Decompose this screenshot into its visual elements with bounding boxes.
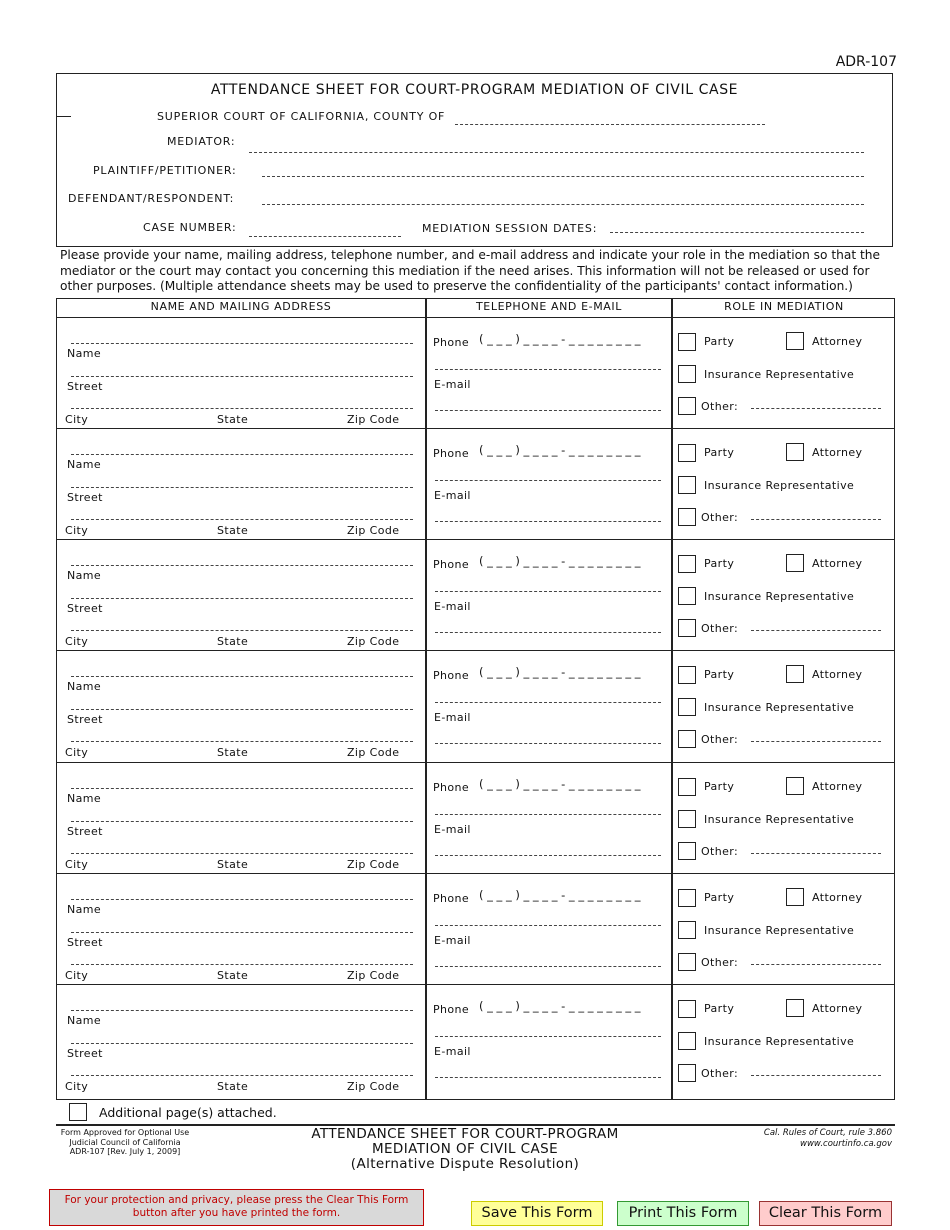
street-field[interactable] bbox=[71, 376, 413, 377]
street-field[interactable] bbox=[71, 1043, 413, 1044]
zip-label: Zip Code bbox=[347, 413, 400, 426]
phone-field[interactable]: ( _ _ _ ) _ _ _ _ - _ _ _ _ _ _ _ _ bbox=[479, 888, 641, 902]
phone-label: Phone bbox=[433, 669, 470, 682]
street-field[interactable] bbox=[71, 598, 413, 599]
other-checkbox[interactable] bbox=[678, 397, 696, 415]
party-label: Party bbox=[704, 446, 735, 459]
insurance-label: Insurance Representative bbox=[704, 590, 855, 603]
street-label: Street bbox=[67, 602, 103, 615]
insurance-checkbox[interactable] bbox=[678, 698, 696, 716]
session-dates-field[interactable] bbox=[610, 232, 864, 233]
email-field-line2[interactable] bbox=[435, 632, 661, 633]
zip-label: Zip Code bbox=[347, 635, 400, 648]
name-label: Name bbox=[67, 792, 102, 805]
attorney-checkbox[interactable] bbox=[786, 999, 804, 1017]
zip-label: Zip Code bbox=[347, 969, 400, 982]
name-label: Name bbox=[67, 569, 102, 582]
approval-line: Form Approved for Optional Use bbox=[60, 1128, 190, 1137]
email-label: E-mail bbox=[434, 1045, 471, 1058]
party-checkbox[interactable] bbox=[678, 444, 696, 462]
name-field[interactable] bbox=[71, 454, 413, 455]
phone-label: Phone bbox=[433, 781, 470, 794]
attorney-checkbox[interactable] bbox=[786, 332, 804, 350]
party-label: Party bbox=[704, 335, 735, 348]
email-label: E-mail bbox=[434, 378, 471, 391]
clear-form-button[interactable]: Clear This Form bbox=[759, 1201, 892, 1226]
attorney-checkbox[interactable] bbox=[786, 777, 804, 795]
email-label: E-mail bbox=[434, 711, 471, 724]
footer-title-line3: (Alternative Dispute Resolution) bbox=[350, 1156, 580, 1172]
street-field[interactable] bbox=[71, 932, 413, 933]
phone-field[interactable]: ( _ _ _ ) _ _ _ _ - _ _ _ _ _ _ _ _ bbox=[479, 999, 641, 1013]
email-field[interactable] bbox=[435, 369, 661, 370]
row-divider bbox=[57, 650, 894, 651]
phone-label: Phone bbox=[433, 1003, 470, 1016]
other-checkbox[interactable] bbox=[678, 619, 696, 637]
zip-label: Zip Code bbox=[347, 1080, 400, 1093]
phone-label: Phone bbox=[433, 558, 470, 571]
other-field[interactable] bbox=[751, 964, 881, 965]
other-checkbox[interactable] bbox=[678, 508, 696, 526]
state-label: State bbox=[217, 969, 249, 982]
mediator-field[interactable] bbox=[249, 152, 864, 153]
email-field-line2[interactable] bbox=[435, 1077, 661, 1078]
other-field[interactable] bbox=[751, 1075, 881, 1076]
city-state-zip-field[interactable] bbox=[71, 1075, 413, 1076]
other-field[interactable] bbox=[751, 630, 881, 631]
other-checkbox[interactable] bbox=[678, 730, 696, 748]
other-label: Other: bbox=[701, 511, 739, 524]
other-label: Other: bbox=[701, 956, 739, 969]
form-id: ADR-107 bbox=[835, 54, 897, 70]
party-checkbox[interactable] bbox=[678, 333, 696, 351]
rules-reference bbox=[764, 1128, 892, 1150]
phone-field[interactable]: ( _ _ _ ) _ _ _ _ - _ _ _ _ _ _ _ _ bbox=[479, 443, 641, 457]
attorney-checkbox[interactable] bbox=[786, 443, 804, 461]
email-field[interactable] bbox=[435, 702, 661, 703]
footer-title bbox=[290, 1127, 640, 1172]
attendee-row bbox=[57, 541, 894, 651]
margin-tick bbox=[57, 116, 71, 117]
additional-pages-label: Additional page(s) attached. bbox=[99, 1105, 277, 1120]
case-number-label: CASE NUMBER: bbox=[143, 221, 237, 234]
state-label: State bbox=[217, 413, 249, 426]
case-header-box bbox=[56, 73, 893, 247]
city-label: City bbox=[65, 635, 89, 648]
street-field[interactable] bbox=[71, 487, 413, 488]
insurance-checkbox[interactable] bbox=[678, 1032, 696, 1050]
name-label: Name bbox=[67, 1014, 102, 1027]
insurance-checkbox[interactable] bbox=[678, 810, 696, 828]
additional-pages-checkbox[interactable] bbox=[69, 1103, 87, 1121]
row-divider bbox=[57, 539, 894, 540]
insurance-label: Insurance Representative bbox=[704, 701, 855, 714]
name-field[interactable] bbox=[71, 343, 413, 344]
city-state-zip-field[interactable] bbox=[71, 519, 413, 520]
party-label: Party bbox=[704, 557, 735, 570]
city-label: City bbox=[65, 969, 89, 982]
attendee-row bbox=[57, 319, 894, 429]
street-label: Street bbox=[67, 1047, 103, 1060]
insurance-label: Insurance Representative bbox=[704, 924, 855, 937]
party-checkbox[interactable] bbox=[678, 778, 696, 796]
insurance-label: Insurance Representative bbox=[704, 813, 855, 826]
insurance-label: Insurance Representative bbox=[704, 479, 855, 492]
name-field[interactable] bbox=[71, 899, 413, 900]
other-label: Other: bbox=[701, 400, 739, 413]
name-field[interactable] bbox=[71, 676, 413, 677]
phone-field[interactable]: ( _ _ _ ) _ _ _ _ - _ _ _ _ _ _ _ _ bbox=[479, 777, 641, 791]
email-field-line2[interactable] bbox=[435, 855, 661, 856]
street-label: Street bbox=[67, 713, 103, 726]
form-approval-note bbox=[58, 1128, 192, 1157]
privacy-notice: For your protection and privacy, please press the Clear This Form button after you have printed the form. bbox=[49, 1189, 424, 1226]
row-divider bbox=[57, 428, 894, 429]
city-state-zip-field[interactable] bbox=[71, 853, 413, 854]
col-header-role: ROLE IN MEDIATION bbox=[724, 300, 844, 313]
street-label: Street bbox=[67, 936, 103, 949]
party-label: Party bbox=[704, 780, 735, 793]
name-label: Name bbox=[67, 347, 102, 360]
street-field[interactable] bbox=[71, 821, 413, 822]
name-field[interactable] bbox=[71, 565, 413, 566]
insurance-checkbox[interactable] bbox=[678, 921, 696, 939]
email-field-line2[interactable] bbox=[435, 966, 661, 967]
city-label: City bbox=[65, 858, 89, 871]
insurance-label: Insurance Representative bbox=[704, 368, 855, 381]
email-field[interactable] bbox=[435, 925, 661, 926]
party-checkbox[interactable] bbox=[678, 1000, 696, 1018]
street-field[interactable] bbox=[71, 709, 413, 710]
attendance-table bbox=[56, 298, 895, 1100]
attorney-label: Attorney bbox=[812, 891, 863, 904]
attorney-label: Attorney bbox=[812, 780, 863, 793]
form-title: ATTENDANCE SHEET FOR COURT-PROGRAM MEDIATION OF CIVIL CASE bbox=[210, 82, 739, 98]
other-label: Other: bbox=[701, 622, 739, 635]
attorney-label: Attorney bbox=[812, 557, 863, 570]
party-label: Party bbox=[704, 891, 735, 904]
street-label: Street bbox=[67, 825, 103, 838]
city-state-zip-field[interactable] bbox=[71, 630, 413, 631]
email-label: E-mail bbox=[434, 823, 471, 836]
other-field[interactable] bbox=[751, 741, 881, 742]
email-field-line2[interactable] bbox=[435, 521, 661, 522]
phone-field[interactable]: ( _ _ _ ) _ _ _ _ - _ _ _ _ _ _ _ _ bbox=[479, 554, 641, 568]
attorney-label: Attorney bbox=[812, 335, 863, 348]
other-checkbox[interactable] bbox=[678, 953, 696, 971]
city-state-zip-field[interactable] bbox=[71, 408, 413, 409]
email-field[interactable] bbox=[435, 480, 661, 481]
other-field[interactable] bbox=[751, 408, 881, 409]
col-header-name: NAME AND MAILING ADDRESS bbox=[150, 300, 332, 313]
city-label: City bbox=[65, 746, 89, 759]
zip-label: Zip Code bbox=[347, 858, 400, 871]
state-label: State bbox=[217, 746, 249, 759]
print-form-button[interactable]: Print This Form bbox=[617, 1201, 749, 1226]
city-label: City bbox=[65, 413, 89, 426]
footer-title-line2: MEDIATION OF CIVIL CASE bbox=[371, 1141, 559, 1157]
phone-field[interactable]: ( _ _ _ ) _ _ _ _ - _ _ _ _ _ _ _ _ bbox=[479, 332, 641, 346]
other-checkbox[interactable] bbox=[678, 842, 696, 860]
city-label: City bbox=[65, 524, 89, 537]
other-label: Other: bbox=[701, 845, 739, 858]
street-label: Street bbox=[67, 491, 103, 504]
street-label: Street bbox=[67, 380, 103, 393]
name-field[interactable] bbox=[71, 788, 413, 789]
defendant-label: DEFENDANT/RESPONDENT: bbox=[68, 192, 235, 205]
footer-title-line1: ATTENDANCE SHEET FOR COURT-PROGRAM bbox=[311, 1126, 619, 1142]
email-label: E-mail bbox=[434, 600, 471, 613]
attorney-label: Attorney bbox=[812, 446, 863, 459]
email-field-line2[interactable] bbox=[435, 410, 661, 411]
case-number-field[interactable] bbox=[249, 236, 401, 237]
email-label: E-mail bbox=[434, 489, 471, 502]
court-website: www.courtinfo.ca.gov bbox=[800, 1139, 892, 1149]
attorney-checkbox[interactable] bbox=[786, 554, 804, 572]
attorney-checkbox[interactable] bbox=[786, 665, 804, 683]
state-label: State bbox=[217, 858, 249, 871]
phone-label: Phone bbox=[433, 447, 470, 460]
row-divider bbox=[57, 762, 894, 763]
col-header-phone: TELEPHONE AND E-MAIL bbox=[475, 300, 622, 313]
other-field[interactable] bbox=[751, 853, 881, 854]
email-label: E-mail bbox=[434, 934, 471, 947]
insurance-label: Insurance Representative bbox=[704, 1035, 855, 1048]
county-field[interactable] bbox=[455, 124, 765, 125]
court-label: SUPERIOR COURT OF CALIFORNIA, COUNTY OF bbox=[157, 110, 446, 123]
other-field[interactable] bbox=[751, 519, 881, 520]
plaintiff-label: PLAINTIFF/PETITIONER: bbox=[93, 164, 237, 177]
insurance-checkbox[interactable] bbox=[678, 365, 696, 383]
intro-text: Please provide your name, mailing address, telephone number, and e-mail address and indicate your role in the mediation so that the mediator or the court may contact you concerning this mediation if the need arises. This information will not be released or used for other purposes. (Multiple attendance sheets may be used to preserve the confidentiality of the participants' contact information.) bbox=[60, 248, 880, 294]
row-divider bbox=[57, 873, 894, 874]
other-label: Other: bbox=[701, 733, 739, 746]
attendee-row bbox=[57, 430, 894, 540]
name-label: Name bbox=[67, 458, 102, 471]
state-label: State bbox=[217, 635, 249, 648]
insurance-checkbox[interactable] bbox=[678, 587, 696, 605]
header-divider bbox=[57, 317, 894, 318]
attendee-row bbox=[57, 652, 894, 762]
phone-label: Phone bbox=[433, 336, 470, 349]
council-line: Judicial Council of California bbox=[69, 1137, 181, 1147]
row-divider bbox=[57, 984, 894, 985]
name-label: Name bbox=[67, 903, 102, 916]
rule-citation: Cal. Rules of Court, rule 3.860 bbox=[763, 1128, 892, 1138]
attorney-label: Attorney bbox=[812, 668, 863, 681]
phone-field[interactable]: ( _ _ _ ) _ _ _ _ - _ _ _ _ _ _ _ _ bbox=[479, 665, 641, 679]
insurance-checkbox[interactable] bbox=[678, 476, 696, 494]
name-label: Name bbox=[67, 680, 102, 693]
email-field-line2[interactable] bbox=[435, 743, 661, 744]
name-field[interactable] bbox=[71, 1010, 413, 1011]
party-label: Party bbox=[704, 1002, 735, 1015]
state-label: State bbox=[217, 524, 249, 537]
zip-label: Zip Code bbox=[347, 524, 400, 537]
zip-label: Zip Code bbox=[347, 746, 400, 759]
party-checkbox[interactable] bbox=[678, 666, 696, 684]
revision-line: ADR-107 [Rev. July 1, 2009] bbox=[69, 1147, 181, 1156]
defendant-field[interactable] bbox=[262, 204, 864, 205]
email-field[interactable] bbox=[435, 1036, 661, 1037]
attorney-checkbox[interactable] bbox=[786, 888, 804, 906]
save-form-button[interactable]: Save This Form bbox=[471, 1201, 603, 1226]
plaintiff-field[interactable] bbox=[262, 176, 864, 177]
other-label: Other: bbox=[701, 1067, 739, 1080]
email-field[interactable] bbox=[435, 591, 661, 592]
attendee-row bbox=[57, 875, 894, 985]
other-checkbox[interactable] bbox=[678, 1064, 696, 1082]
city-state-zip-field[interactable] bbox=[71, 741, 413, 742]
session-dates-label: MEDIATION SESSION DATES: bbox=[422, 222, 598, 235]
attorney-label: Attorney bbox=[812, 1002, 863, 1015]
party-label: Party bbox=[704, 668, 735, 681]
phone-label: Phone bbox=[433, 892, 470, 905]
city-label: City bbox=[65, 1080, 89, 1093]
email-field[interactable] bbox=[435, 814, 661, 815]
party-checkbox[interactable] bbox=[678, 555, 696, 573]
city-state-zip-field[interactable] bbox=[71, 964, 413, 965]
mediator-label: MEDIATOR: bbox=[167, 135, 236, 148]
party-checkbox[interactable] bbox=[678, 889, 696, 907]
state-label: State bbox=[217, 1080, 249, 1093]
attendee-row bbox=[57, 764, 894, 874]
attendee-row bbox=[57, 986, 894, 1096]
